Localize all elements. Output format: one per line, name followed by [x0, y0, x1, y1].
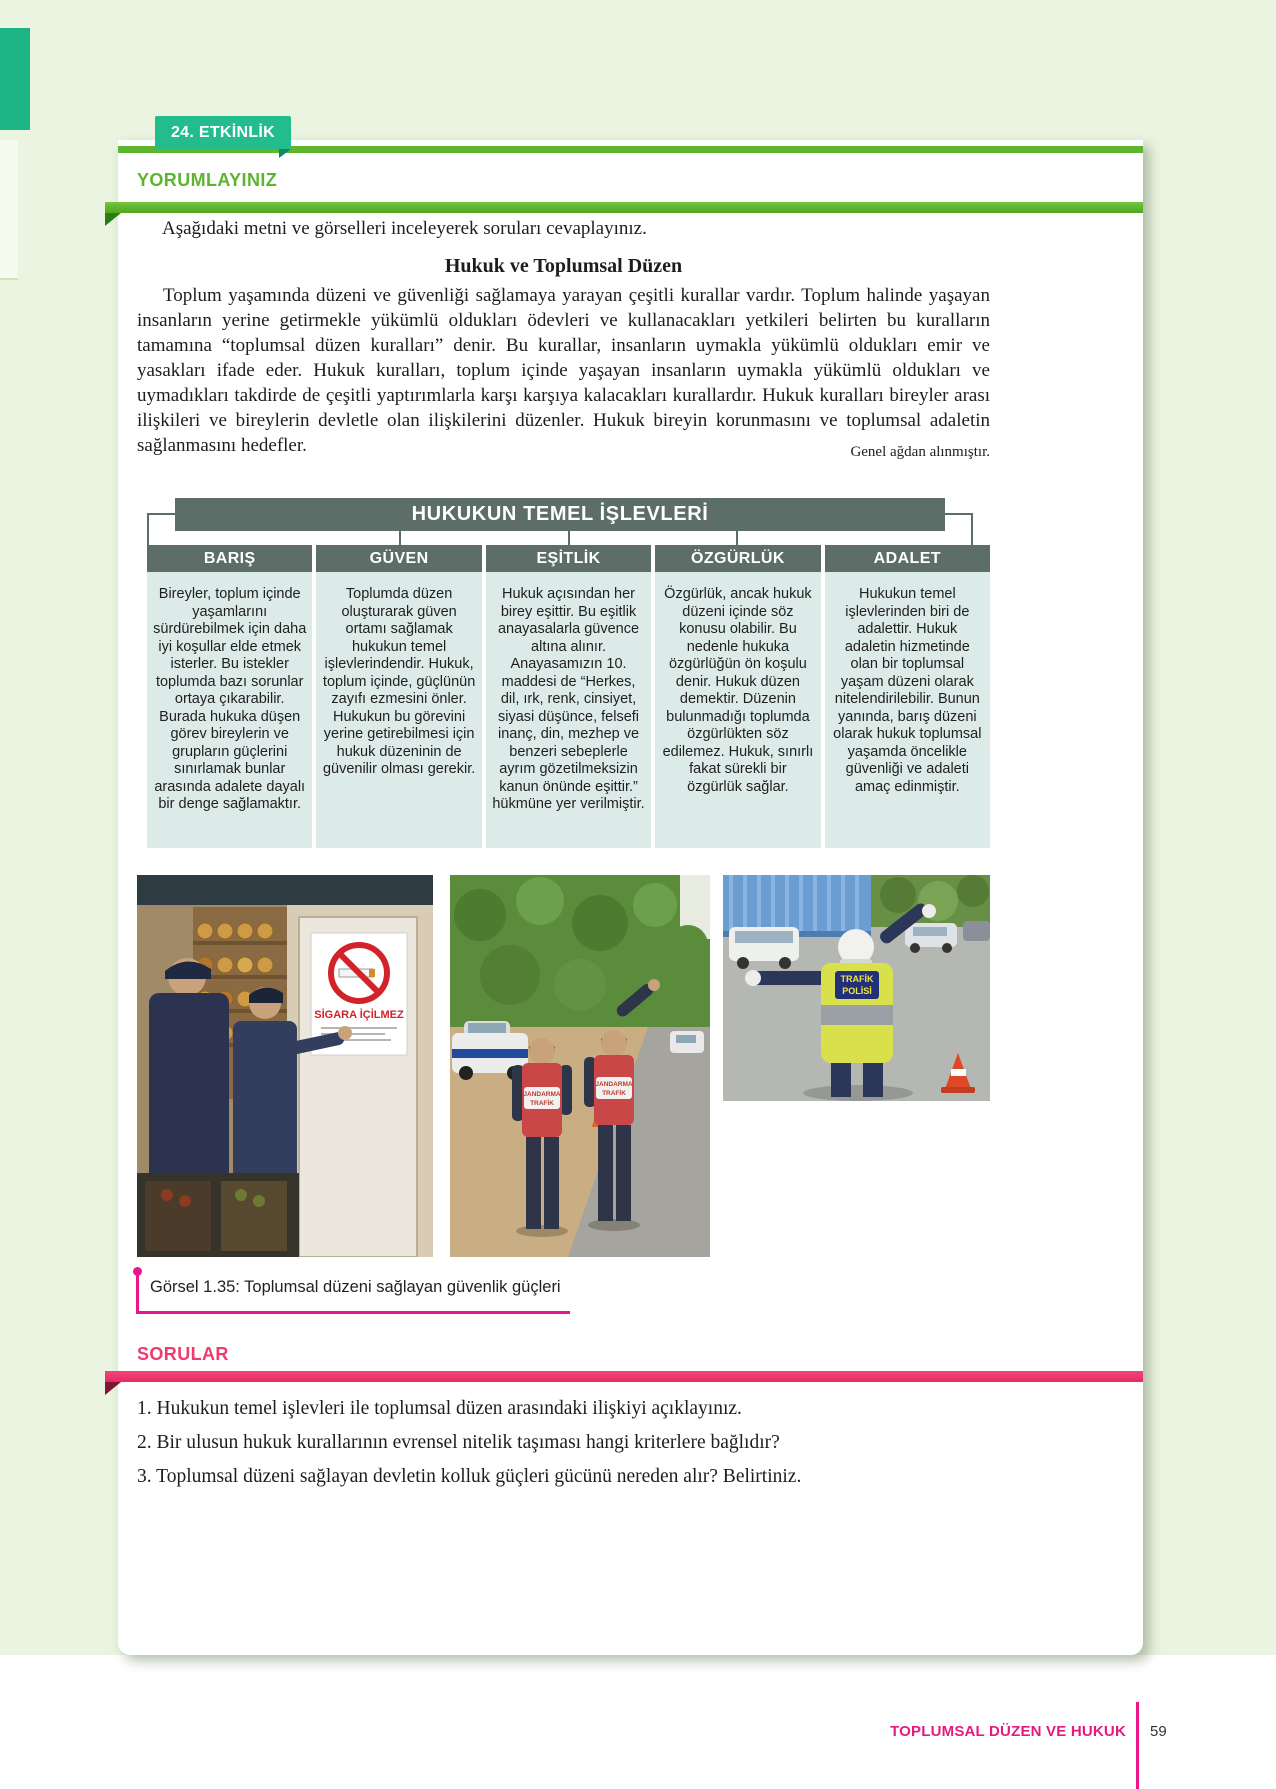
edge-left-strip [0, 140, 18, 280]
column-text: Özgürlük, ancak hukuk düzeni içinde söz konusu olabilir. Bu nedenle hukuka özgürlüğün ön koşulu denir. Hukuk düzen demektir. Düzenin bulunmadığı toplumda özgürlükten söz edilemez. Hukuk, sınırlı fakat sürekli bir özgürlük sağlar. [655, 572, 820, 848]
article-body: Toplum yaşamında düzeni ve güvenliği sağlamaya yarayan çeşitli kurallar vardır. Toplum halinde yaşayan insanların yerine getirmekle yükümlü oldukları ödevleri ve kullanacakları yetkileri belirten bu kuralların tamamına “toplumsal düzen kuralları” denir. Bu kurallar, insanların uymakla yükümlü oldukları emir ve yasakları ifade eder. Hukuk kuralları, toplum içinde yaşayan insanların uymakla yükümlü oldukları ve uymadıkları takdirde de çeşitli yaptırımlarla karşı karşıya kalacakları kurallardır. Hukuk kuralları bireyler arası ilişkileri ve bireylerin devletle olan ilişkilerini düzenler. Hukuk bireyin korunmasını ve toplumsal adaletin sağlanmasını hedefler. [137, 285, 990, 456]
traffic-police-illustration [723, 875, 990, 1101]
vest-text-line2: TRAFİK [602, 1090, 626, 1097]
edge-teal-block [0, 28, 30, 130]
source-note: Genel ağdan alınmıştır. [850, 444, 990, 460]
column-text: Toplumda düzen oluşturarak güven ortamı sağlamak hukukun temel işlevlerindendir. Hukuk, toplum içinde, güçlünün zayıfı ezmesini önler. Hukukun bu görevini yerine getirebilmesi için hukuk düzeninin de güvenilir olması gerekir. [316, 572, 481, 848]
column-title: BARIŞ [147, 545, 312, 572]
question-item: 3. Toplumsal düzeni sağlayan devletin kolluk güçleri gücünü nereden alır? Belirtiniz. [137, 1466, 802, 1487]
questions-heading: SORULAR [137, 1344, 229, 1364]
connector-left-h [147, 513, 175, 515]
diagram-column-baris [147, 545, 312, 848]
shop-inspection-illustration [137, 875, 433, 1257]
photo-traffic-police [723, 875, 990, 1101]
question-item: 1. Hukukun temel işlevleri ile toplumsal düzen arasındaki ilişkiyi açıklayınız. [137, 1398, 742, 1419]
vest-text-line1: JANDARMA [595, 1081, 633, 1088]
vest-text-line1: JANDARMA [523, 1091, 561, 1098]
footer-page-number: 59 [1150, 1723, 1167, 1740]
section-green-bar [105, 202, 1143, 213]
connector-right-h [945, 513, 973, 515]
connector-mid-2 [568, 531, 570, 545]
vest-text-line2: TRAFİK [530, 1100, 554, 1107]
vest-patch-line2: POLİSİ [842, 986, 872, 996]
footer-rule [1136, 1702, 1139, 1789]
questions-pink-bar [105, 1371, 1143, 1382]
column-title: ADALET [825, 545, 990, 572]
question-item: 2. Bir ulusun hukuk kurallarının evrensel nitelik taşıması hangi kriterlere bağlıdır? [137, 1432, 780, 1453]
connector-right-v [971, 513, 973, 545]
connector-left-v [147, 513, 149, 545]
article-title: Hukuk ve Toplumsal Düzen [444, 255, 683, 277]
connector-mid-3 [736, 531, 738, 545]
diagram-column-guven [316, 545, 481, 848]
section-heading: YORUMLAYINIZ [137, 170, 278, 190]
instruction-text: Aşağıdaki metni ve görselleri inceleyerek soruları cevaplayınız. [162, 218, 647, 239]
diagram-column-esitlik [486, 545, 651, 848]
approaching-car [670, 1031, 704, 1053]
column-text: Bireyler, toplum içinde yaşamlarını sürdürebilmek için daha iyi koşullar elde etmek isterler. Bu istekler toplumda bazı sorunlar ortaya çıkarabilir. Burada hukuka düşen görev bireylerin ve grupların güçlerini sınırlamak bunlar arasında adalete dayalı bir denge sağlamaktır. [147, 572, 312, 848]
diagram-columns [147, 545, 990, 848]
diagram-column-ozgurluk [655, 545, 820, 848]
photo-jandarma-road-check [450, 875, 710, 1257]
caption-left-rule [136, 1273, 139, 1314]
caption-bottom-rule [136, 1311, 570, 1314]
column-text: Hukuk açısından her birey eşittir. Bu eşitlik anayasalarla güvence altına alınır. Anayasamızın 10. maddesi de “Herkes, dil, ırk, renk, cinsiyet, siyasi düşünce, felsefi inanç, din, mezhep ve benzeri sebeplerle ayrım gözetilmeksizin kanun önünde eşittir.” hükmüne yer verilmiştir. [486, 572, 651, 848]
vest-patch-line1: TRAFİK [840, 974, 874, 984]
questions-list [137, 1392, 997, 1494]
column-text: Hukukun temel işlevlerinden biri de adalettir. Hukuk adaletin hizmetinde olan bir toplumsal yaşam düzeni olarak nitelendirilebilir. Bunun yanında, barış düzeni olarak hukuk toplumsal yaşamda öncelikle güvenliği ve adaleti amaç edinmiştir. [825, 572, 990, 848]
connector-mid-1 [399, 531, 401, 545]
diagram-title: HUKUKUN TEMEL İŞLEVLERİ [175, 498, 945, 531]
photo-shop-inspection [137, 875, 433, 1257]
activity-badge: 24. ETKİNLİK [155, 116, 291, 149]
column-title: ÖZGÜRLÜK [655, 545, 820, 572]
column-title: EŞİTLİK [486, 545, 651, 572]
figure-caption: Görsel 1.35: Toplumsal düzeni sağlayan güvenlik güçleri [150, 1278, 561, 1296]
column-title: GÜVEN [316, 545, 481, 572]
footer-chapter-title: TOPLUMSAL DÜZEN VE HUKUK [890, 1723, 1126, 1740]
produce-bins [137, 1173, 299, 1257]
no-smoking-sign-text: SİGARA İÇİLMEZ [314, 1009, 404, 1021]
diagram-column-adalet [825, 545, 990, 848]
jandarma-road-illustration [450, 875, 710, 1257]
